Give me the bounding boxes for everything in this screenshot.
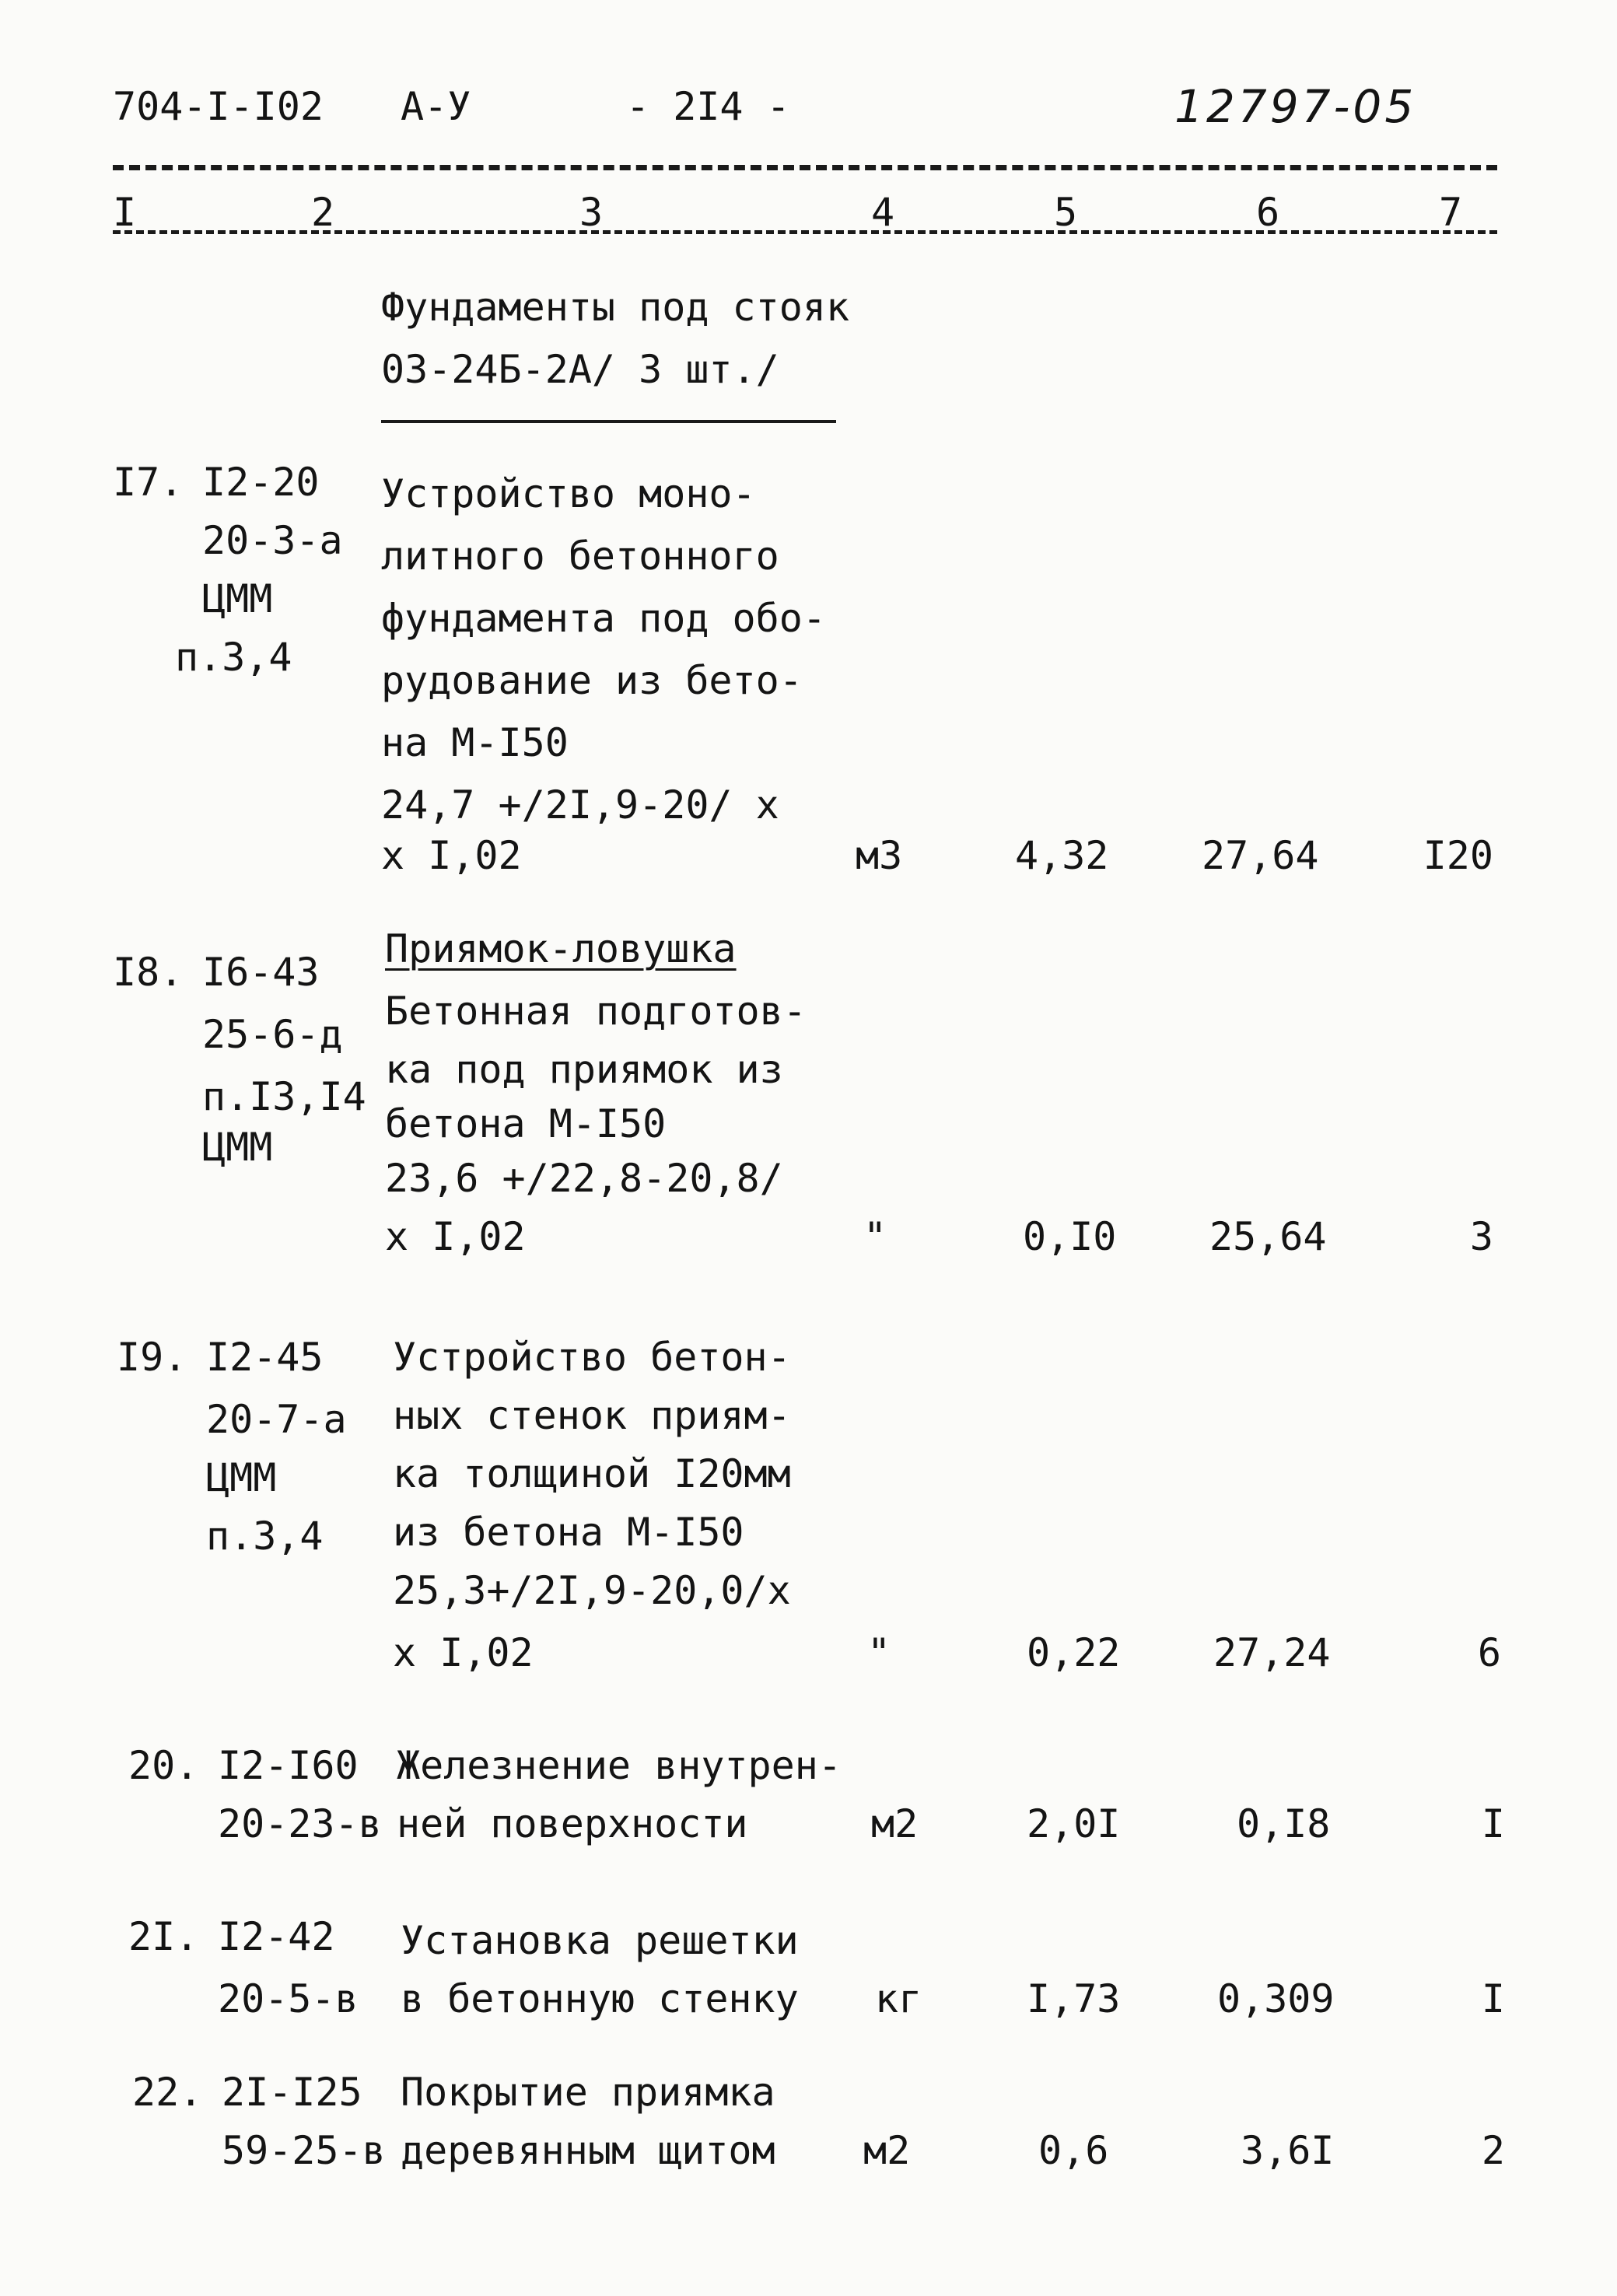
norm-code: п.I3,I4 [202,1074,366,1119]
norm-code: ЦММ [206,1455,277,1500]
column-number-2: 2 [311,190,335,235]
unit-price: 0,309 [1217,1976,1335,2021]
document-number: 12797-05 [1174,80,1417,133]
work-description: х I,02 [381,833,522,878]
row-number: I7. [113,460,184,505]
column-number-4: 4 [871,190,895,235]
norm-code: п.3,4 [175,635,292,680]
unit: м2 [871,1801,919,1846]
work-description: на М-I50 [381,720,569,765]
quantity: 0,6 [1038,2128,1109,2173]
work-description: Устройство бетон- [393,1335,791,1380]
work-description: ных стенок приям- [393,1393,791,1438]
unit: кг [875,1976,922,2021]
unit-price: 3,6I [1241,2128,1335,2173]
row-number: I8. [113,950,184,995]
total: 2 [1481,2128,1505,2173]
column-number-5: 5 [1054,190,1078,235]
norm-code: ЦММ [202,1125,273,1170]
norm-code: 59-25-в [222,2128,386,2173]
row-number: 22. [132,2070,203,2115]
work-description: из бетона М-I50 [393,1510,744,1555]
work-description: Покрытие приямка [401,2070,775,2115]
norm-code: I2-I60 [218,1743,359,1788]
norm-code: 20-7-а [206,1397,347,1442]
work-description: 25,3+/2I,9-20,0/х [393,1568,791,1613]
unit-price: 27,24 [1213,1630,1331,1675]
work-description: ка под приямок из [385,1047,783,1092]
section-underline [381,420,836,423]
norm-code: I2-45 [206,1335,324,1380]
work-description: Установка решетки [401,1918,799,1963]
norm-code: ЦММ [202,576,273,621]
work-description: х I,02 [393,1630,534,1675]
section-subtitle: 03-24Б-2А/ 3 шт./ [381,347,779,392]
quantity: 0,I0 [1023,1214,1117,1259]
work-description: Бетонная подготов- [385,989,807,1034]
norm-code: 20-23-в [218,1801,382,1846]
work-description: Железнение внутрен- [397,1743,842,1788]
work-description: х I,02 [385,1214,526,1259]
work-description: ней поверхности [397,1801,748,1846]
norm-code: I6-43 [202,950,320,995]
total: 6 [1477,1630,1501,1675]
total: I20 [1423,833,1493,878]
work-description: литного бетонного [381,534,779,579]
unit: м2 [863,2128,911,2173]
norm-code: п.3,4 [206,1514,324,1559]
column-number-3: 3 [579,190,604,235]
norm-code: I2-42 [218,1914,335,1959]
row-number: 2I. [128,1914,199,1959]
total: I [1481,1801,1505,1846]
work-description: бетона М-I50 [385,1101,667,1146]
norm-code: 20-3-а [202,518,343,563]
quantity: 2,0I [1027,1801,1121,1846]
project-code: 704-I-I02 [113,84,324,129]
subsection-title: Приямок-ловушка [385,926,737,971]
section-title: Фундаменты под стояк [381,285,850,330]
work-description: в бетонную стенку [401,1976,799,2021]
column-number-6: 6 [1256,190,1280,235]
unit-price: 25,64 [1209,1214,1327,1259]
column-number-7: 7 [1439,190,1463,235]
row-number: I9. [117,1335,187,1380]
total: 3 [1469,1214,1493,1259]
unit: м3 [856,833,903,878]
work-description: 23,6 +/22,8-20,8/ [385,1156,783,1201]
unit-price: 27,64 [1202,833,1319,878]
work-description: деревянным щитом [401,2128,775,2173]
page-number: - 2I4 - [626,84,790,129]
quantity: 0,22 [1027,1630,1121,1675]
norm-code: 2I-I25 [222,2070,362,2115]
total: I [1481,1976,1505,2021]
norm-code: I2-20 [202,460,320,505]
row-number: 20. [128,1743,199,1788]
work-description: 24,7 +/2I,9-20/ х [381,782,779,828]
work-description: рудование из бето- [381,658,803,703]
work-description: ка толщиной I20мм [393,1451,791,1496]
unit: " [867,1630,891,1675]
unit-price: 0,I8 [1237,1801,1331,1846]
quantity: 4,32 [1015,833,1109,878]
column-number-1: I [113,190,137,235]
norm-code: 25-6-д [202,1012,343,1057]
norm-code: 20-5-в [218,1976,359,2021]
quantity: I,73 [1027,1976,1121,2021]
column-numbers-divider [113,230,1497,234]
header-divider [113,165,1497,170]
series-code: А-У [401,84,471,129]
work-description: Устройство моно- [381,471,756,516]
work-description: фундамента под обо- [381,596,826,641]
unit: " [863,1214,887,1259]
